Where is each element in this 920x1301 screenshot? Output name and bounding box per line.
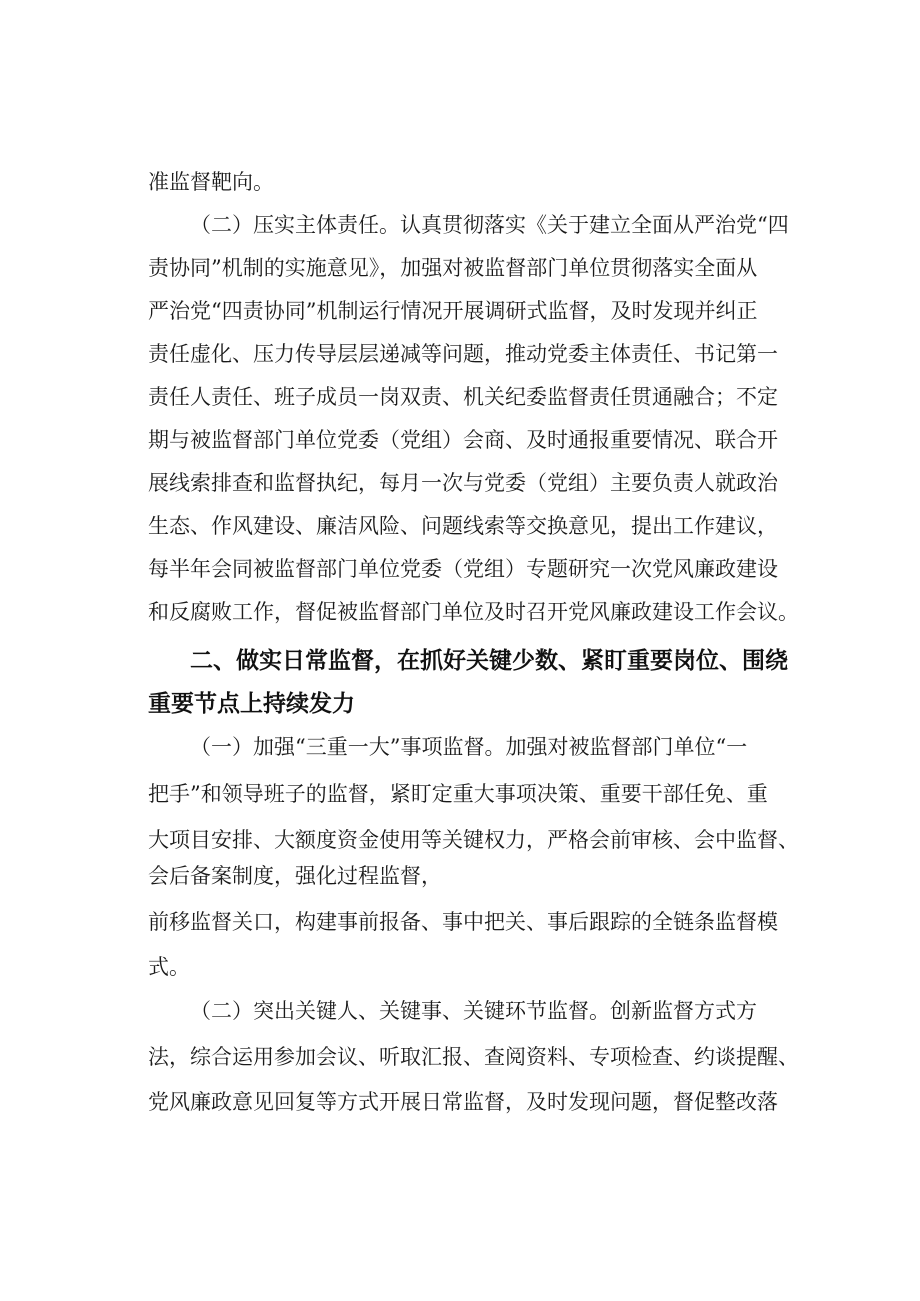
- section-heading: 二、做实日常监督，在抓好关键少数、紧盯重要岗位、围绕: [190, 648, 788, 674]
- body-text-line: 展线索排查和监督执纪，每月一次与党委（党组）主要负责人就政治: [148, 471, 778, 495]
- paragraph-first-line: （一）加强“三重一大”事项监督。加强对被监督部门单位“一: [190, 735, 748, 759]
- paragraph-first-line: （二）突出关键人、关键事、关键环节监督。创新监督方式方: [190, 999, 757, 1023]
- body-text-line: 期与被监督部门单位党委（党组）会商、及时通报重要情况、联合开: [148, 428, 778, 452]
- body-text-line: 把手”和领导班子的监督，紧盯定重大事项决策、重要干部任免、重: [148, 782, 768, 806]
- body-text-line: 会后备案制度，强化过程监督，: [148, 864, 442, 888]
- body-text-line: 生态、作风建设、廉洁风险、问题线索等交换意见，提出工作建议，: [148, 514, 778, 538]
- body-text-line: 准监督靶向。: [148, 170, 274, 194]
- body-text-line: 式。: [148, 955, 190, 979]
- body-text-line: 每半年会同被监督部门单位党委（党组）专题研究一次党风廉政建设: [148, 557, 778, 581]
- body-text-line: 大项目安排、大额度资金使用等关键权力，严格会前审核、会中监督、: [148, 828, 799, 852]
- body-text-line: 责任虚化、压力传导层层递减等问题，推动党委主体责任、书记第一: [148, 342, 778, 366]
- body-text-line: 严治党“四责协同”机制运行情况开展调研式监督，及时发现并纠正: [148, 299, 758, 323]
- paragraph-first-line: （二）压实主体责任。认真贯彻落实《关于建立全面从严治党“四: [190, 213, 789, 237]
- section-heading: 重要节点上持续发力: [148, 691, 355, 717]
- body-text-line: 法，综合运用参加会议、听取汇报、查阅资料、专项检查、约谈提醒、: [148, 1045, 799, 1069]
- body-text-line: 前移监督关口，构建事前报备、事中把关、事后跟踪的全链条监督模: [148, 910, 778, 934]
- body-text-line: 党风廉政意见回复等方式开展日常监督，及时发现问题，督促整改落: [148, 1090, 778, 1114]
- body-text-line: 责任人责任、班子成员一岗双责、机关纪委监督责任贯通融合；不定: [148, 385, 778, 409]
- body-text-line: 和反腐败工作，督促被监督部门单位及时召开党风廉政建设工作会议。: [148, 600, 799, 624]
- body-text-line: 责协同”机制的实施意见》，加强对被监督部门单位贯彻落实全面从: [148, 256, 758, 280]
